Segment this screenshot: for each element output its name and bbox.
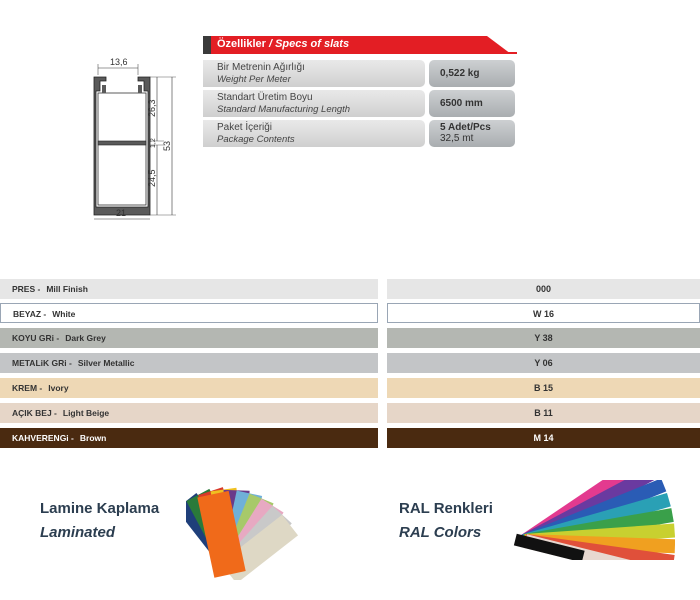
color-name-tr: KREM -: [12, 383, 43, 393]
dim-total-height: 53: [162, 140, 172, 151]
dim-top-width: 13,6: [110, 57, 128, 67]
spec-label-tr: Standart Üretim Boyu: [217, 92, 313, 103]
color-row: [0, 303, 700, 323]
spec-label-en: Weight Per Meter: [217, 74, 291, 85]
dim-lower-height: 24,5: [147, 169, 157, 187]
color-name: [0, 353, 378, 373]
ral-swatch-fan-image: [505, 480, 675, 560]
color-name-en: Light Beige: [62, 408, 110, 418]
color-name: [0, 378, 378, 398]
spec-label-tr: Paket İçeriği: [217, 122, 273, 133]
color-row: [0, 328, 700, 348]
color-name-en: White: [52, 309, 76, 319]
color-name: [0, 403, 378, 423]
spec-value: 5 Adet/Pcs: [440, 122, 491, 133]
color-name-tr: KAHVERENGi -: [12, 433, 74, 443]
laminated-title-tr: Lamine Kaplama: [40, 500, 160, 517]
color-name: [0, 428, 378, 448]
spec-label-en: Package Contents: [217, 134, 295, 145]
dim-upper-height: 26,3: [147, 99, 157, 117]
color-name: [0, 279, 378, 299]
color-name-en: Ivory: [48, 383, 69, 393]
color-row: [0, 279, 700, 299]
spec-label-en: Standard Manufacturing Length: [217, 104, 351, 115]
color-row: [0, 403, 700, 423]
specs-title: Özellikler / Specs of slats: [217, 38, 350, 50]
color-code: B 11: [387, 403, 700, 423]
color-name-en: Mill Finish: [46, 284, 88, 294]
spec-row-weight: [203, 60, 515, 87]
color-code: Y 06: [387, 353, 700, 373]
color-name-tr: BEYAZ -: [13, 309, 47, 319]
specs-header: [203, 36, 515, 54]
color-code: Y 38: [387, 328, 700, 348]
spec-value-secondary: 32,5 mt: [440, 133, 474, 144]
spec-row-length: [203, 90, 515, 117]
color-code: 000: [387, 279, 700, 299]
spec-value: 6500 mm: [440, 98, 483, 109]
color-row: [0, 378, 700, 398]
color-row: [0, 353, 700, 373]
dim-gap: 1,2: [150, 138, 157, 148]
ral-title-tr: RAL Renkleri: [399, 500, 493, 517]
ral-title-en: RAL Colors: [399, 524, 482, 541]
color-name-tr: AÇIK BEJ -: [12, 408, 57, 418]
color-code: W 16: [387, 303, 700, 323]
color-name-tr: KOYU GRi -: [12, 333, 60, 343]
color-code: B 15: [387, 378, 700, 398]
profile-drawing: [72, 55, 192, 225]
color-code: M 14: [387, 428, 700, 448]
laminated-swatch-fan-image: [186, 470, 316, 580]
spec-row-package: [203, 120, 515, 147]
spec-value: 0,522 kg: [440, 68, 480, 79]
color-name-en: Brown: [79, 433, 107, 443]
color-name-tr: PRES -: [12, 284, 41, 294]
dim-bottom-width: 21: [116, 208, 127, 218]
color-name-en: Silver Metallic: [77, 358, 135, 368]
color-name: [0, 328, 378, 348]
color-row: [0, 428, 700, 448]
spec-label-tr: Bir Metrenin Ağırlığı: [217, 62, 305, 73]
color-name: [0, 303, 378, 323]
color-name-tr: METALiK GRi -: [12, 358, 72, 368]
color-name-en: Dark Grey: [65, 333, 106, 343]
laminated-title-en: Laminated: [40, 524, 116, 541]
